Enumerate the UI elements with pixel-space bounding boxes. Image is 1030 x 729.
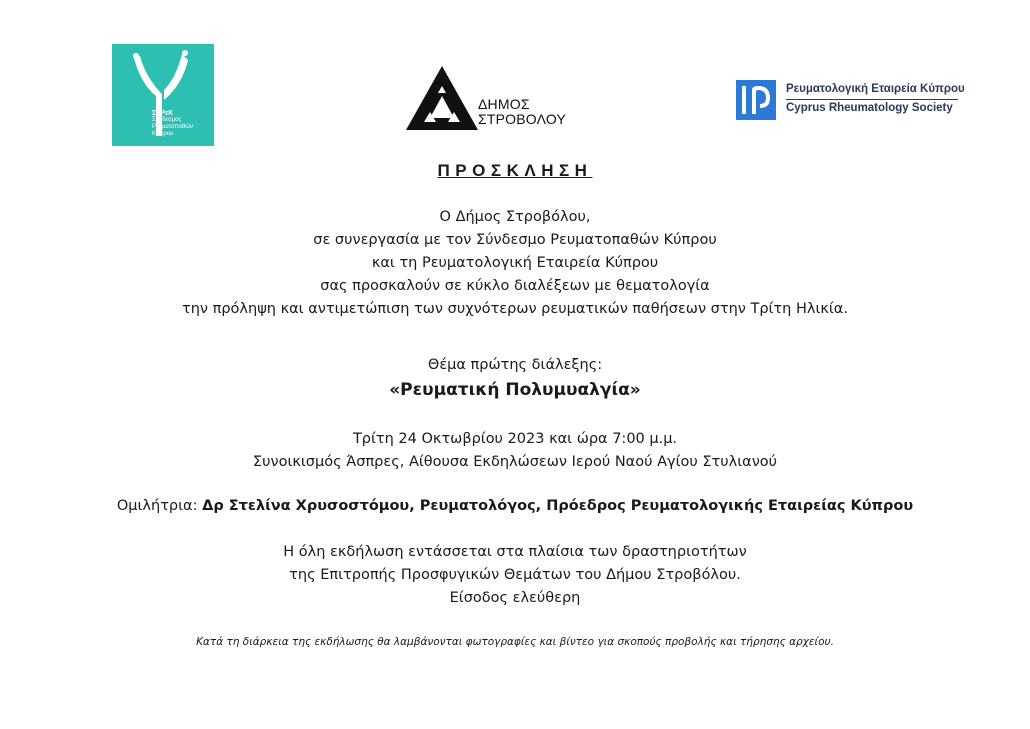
society-emblem-icon: [736, 80, 776, 120]
intro-line: σας προσκαλούν σε κύκλο διαλέξεων με θεματολογία: [320, 278, 710, 294]
intro-line: την πρόληψη και αντιμετώπιση των συχνότερων ρευματικών παθήσεων στην Τρίτη Ηλικία.: [182, 301, 848, 317]
intro-line: και τη Ρευματολογική Εταιρεία Κύπρου: [371, 255, 659, 271]
closing-paragraph: [0, 541, 1030, 610]
strovolos-municipality-logo: [406, 66, 586, 132]
speaker-name: Δρ Στελίνα Χρυσοστόμου, Ρευματολόγος, Πρόεδρος Ρευματολογικής Εταιρείας Κύπρου: [202, 498, 914, 514]
syrek-logo: [112, 44, 214, 146]
lecture-topic: «Ρευματική Πολυμυαλγία»: [389, 380, 641, 400]
free-entry-note: Είσοδος ελεύθερη: [449, 590, 581, 606]
event-date-time: Τρίτη 24 Οκτωβρίου 2023 και ώρα 7:00 μ.μ.: [352, 431, 678, 447]
intro-line: σε συνεργασία με τον Σύνδεσμο Ρευματοπαθών Κύπρου: [313, 232, 717, 248]
syrek-logo-line: Σύνδεσμος: [152, 117, 182, 123]
event-venue: Συνοικισμός Άσπρες, Αίθουσα Εκδηλώσεων Ιερού Ναού Αγίου Στυλιανού: [252, 454, 778, 470]
closing-line: της Επιτροπής Προσφυγικών Θεμάτων του Δήμου Στροβόλου.: [289, 567, 741, 583]
syrek-logo-text: [152, 110, 193, 138]
cyprus-rheumatology-society-logo: [736, 80, 966, 122]
divider: [786, 99, 958, 100]
society-name-english: Cyprus Rheumatology Society: [786, 102, 953, 114]
society-name-greek: Ρευματολογική Εταιρεία Κύπρου: [786, 83, 965, 95]
syrek-logo-line: Κύπρου: [152, 131, 174, 137]
closing-line: Η όλη εκδήλωση εντάσσεται στα πλαίσια των δραστηριοτήτων: [283, 544, 747, 560]
strovolos-logo-text: [478, 97, 566, 127]
intro-paragraph: [0, 206, 1030, 321]
intro-line: Ο Δήμος Στροβόλου,: [439, 209, 591, 225]
topic-label: Θέμα πρώτης διάλεξης:: [427, 357, 603, 373]
speaker-label: Ομιλήτρια:: [116, 498, 203, 514]
photography-notice: Κατά τη διάρκεια της εκδήλωσης θα λαμβάνονται φωτογραφίες και βίντεο για σκοπούς προβολής και τήρησης αρχείου.: [196, 636, 834, 648]
strovolos-logo-line: ΔΗΜΟΣ: [478, 96, 530, 112]
event-details: [0, 428, 1030, 474]
invitation-heading: ΠΡΟΣΚΛΗΣΗ: [437, 161, 593, 180]
syrek-logo-abbr: ΣυΡεΚ: [152, 110, 174, 117]
strovolos-logo-line: ΣΤΡΟΒΟΛΟΥ: [478, 111, 567, 127]
syrek-logo-line: Ρευματοπαθών: [152, 124, 193, 130]
triangle-emblem-icon: [406, 66, 478, 132]
speaker-line: [0, 495, 1030, 518]
